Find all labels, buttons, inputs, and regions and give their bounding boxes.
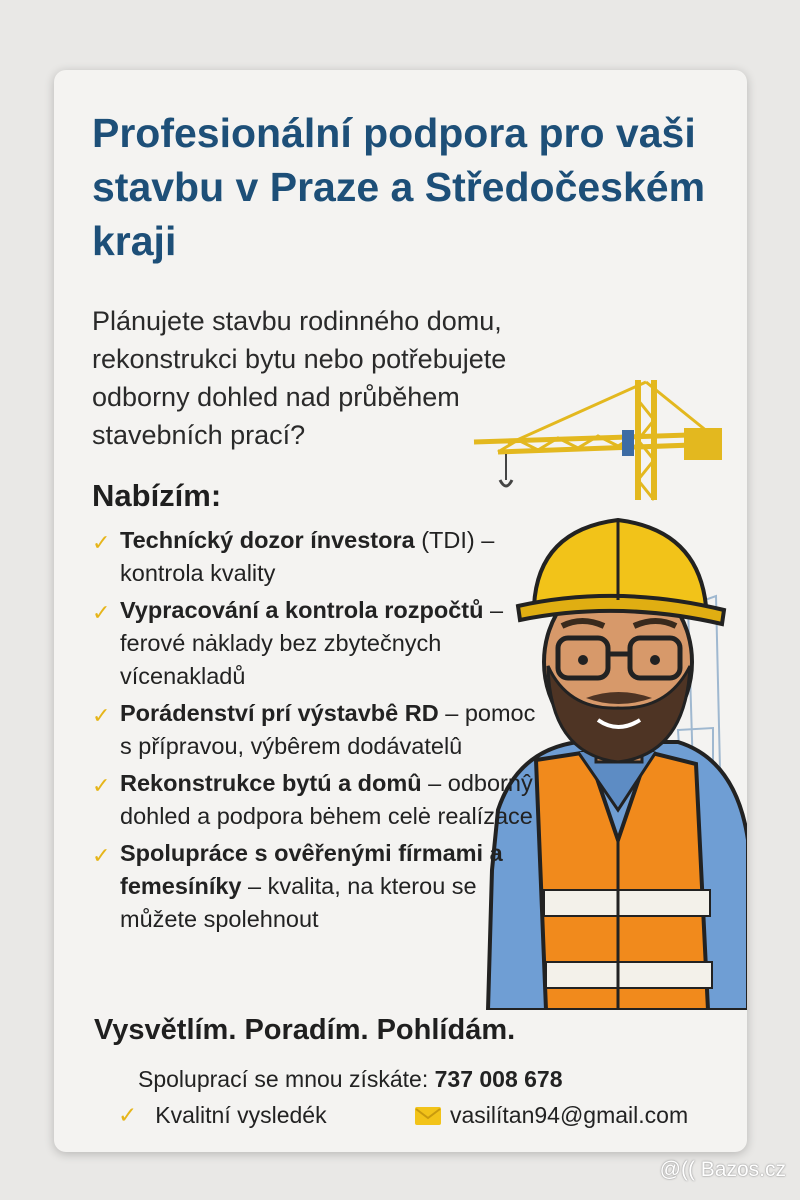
offer-item bbox=[92, 594, 542, 693]
check-icon: ✓ bbox=[92, 843, 111, 868]
contact-line bbox=[138, 1066, 563, 1093]
flyer-card bbox=[54, 70, 747, 1152]
watermark: @(( Bazos.cz bbox=[659, 1158, 786, 1181]
offer-item-title-2: a femesíníky bbox=[120, 840, 503, 899]
quality-note bbox=[118, 1102, 327, 1129]
check-icon: ✓ bbox=[92, 600, 111, 625]
email-address[interactable]: vasilítan94@gmail.com bbox=[450, 1102, 689, 1128]
offer-item bbox=[92, 524, 542, 590]
phone-number[interactable]: 737 008 678 bbox=[434, 1066, 563, 1092]
offer-item-title: Rekonstrukce bytú a domû bbox=[120, 770, 422, 796]
check-icon: ✓ bbox=[92, 703, 111, 728]
offer-item-title: Spolupráce s ovêřenými fírmami bbox=[120, 840, 484, 866]
offer-item-text: (TDI) – kontrola kvality bbox=[120, 527, 495, 586]
offer-item bbox=[92, 697, 542, 763]
offer-heading: Nabízím: bbox=[92, 478, 222, 513]
offer-item-text: – pomoc s přípravou, výbêrem dodávatelû bbox=[120, 700, 536, 759]
offer-item-title: Technícký dozor ínvestora bbox=[120, 527, 415, 553]
offer-list bbox=[92, 524, 542, 940]
offer-item bbox=[92, 767, 542, 833]
flyer-title: Profesionální podpora pro vaši stavbu v Praze a Středočeském kraji bbox=[92, 110, 706, 264]
quality-text: Kvalitní vysledék bbox=[155, 1102, 327, 1128]
envelope-icon bbox=[414, 1106, 442, 1126]
offer-item bbox=[92, 837, 542, 936]
check-icon: ✓ bbox=[92, 530, 111, 555]
email-contact[interactable] bbox=[414, 1102, 688, 1129]
check-icon: ✓ bbox=[92, 773, 111, 798]
check-icon: ✓ bbox=[118, 1102, 138, 1128]
offer-item-text: – odbornŷ dohled a podpora bėhem celė realízace bbox=[120, 770, 533, 829]
offer-item-text: – kvalita, na kterou se můžete spolehnout bbox=[120, 873, 477, 932]
watermark-text: Bazos.cz bbox=[700, 1158, 786, 1181]
footer-row bbox=[118, 1102, 728, 1136]
offer-item-title: Porádenství prí výstavbê RD bbox=[120, 700, 439, 726]
slogan: Vysvětlím. Poradím. Pohlídám. bbox=[94, 1014, 516, 1046]
offer-item-text: – ferové nȧklady bez zbytečnych vícenakladů bbox=[120, 597, 504, 689]
offer-item-title: Vypracování a kontrola rozpočtů bbox=[120, 597, 484, 623]
intro-text: Plánujete stavbu rodinného domu, rekonstrukci bytu nebo potřebujete odborny dohled nad průběhem stavebních prací? bbox=[92, 306, 507, 450]
contact-label: Spoluprací se mnou získáte: bbox=[138, 1066, 429, 1092]
